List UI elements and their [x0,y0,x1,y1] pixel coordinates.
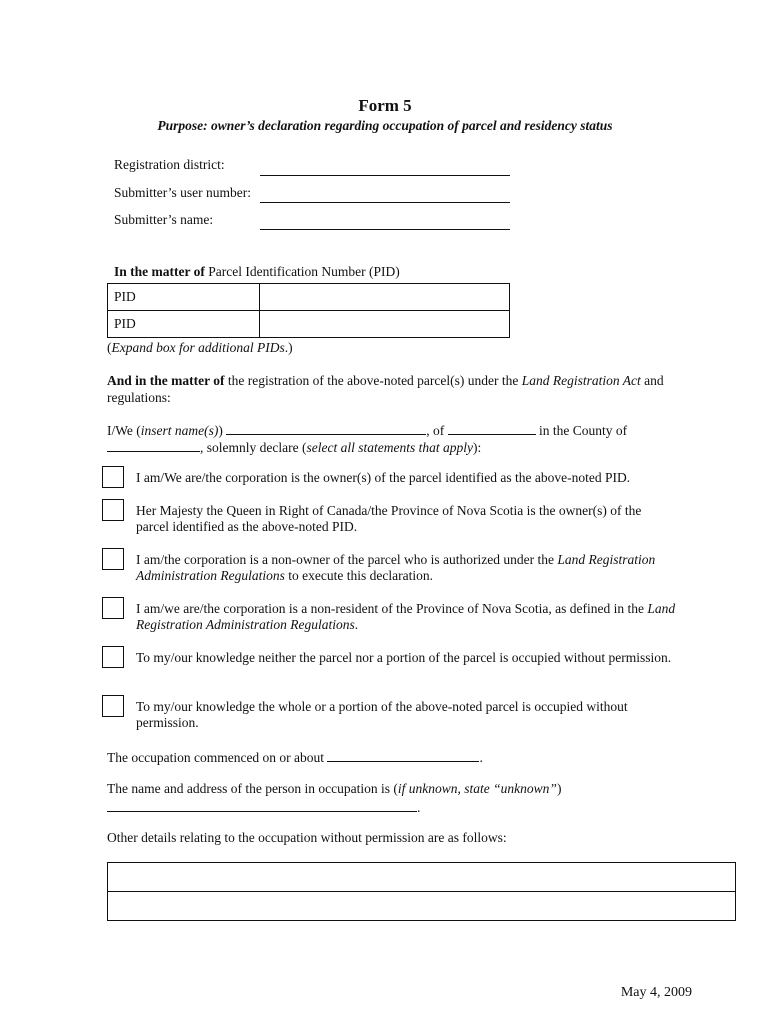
occupation-commenced: The occupation commenced on or about . [107,750,483,765]
submitter-user-number-label: Submitter’s user number: [114,185,251,200]
pid-heading-bold: In the matter of [114,264,205,279]
occupation-commenced-text: The occupation commenced on or about [107,750,325,765]
statement-non-resident-text-b: . [354,617,359,632]
statement-non-owner-text-a: I am/the corporation is a non-owner of the parcel who is authorized under the [136,552,558,567]
occupant-name-address [107,781,561,797]
occupant-line: . [107,798,420,816]
other-details-cell[interactable] [108,863,736,892]
select-all-text: select all statements that apply [306,440,473,455]
table-row [108,311,510,338]
other-details-cell[interactable] [108,892,736,921]
table-row [108,892,736,921]
declaration-line-1 [107,421,687,439]
statement-not-occupied-checkbox[interactable] [102,646,124,668]
pid-table [107,283,510,338]
statement-non-owner-checkbox[interactable] [102,548,124,570]
land-registration-act: Land Registration Act [521,373,641,388]
statement-non-resident-text-a: I am/we are/the corporation is a non-resident of the Province of Nova Scotia, as defined in the [136,601,648,616]
registration-district-field[interactable] [260,175,510,176]
names-field[interactable] [226,421,426,435]
pid-note [107,340,293,356]
form-title: Form 5 [358,96,412,115]
pid-heading [114,264,400,280]
statement-occupied-checkbox[interactable] [102,695,124,717]
registration-district-label: Registration district: [114,157,225,172]
registration-bold: And in the matter of [107,373,225,388]
submitter-name-field[interactable] [260,229,510,230]
occupant-text-a: The name and address of the person in occupation is ( [107,781,398,796]
statement-occupied-text: To my/our knowledge the whole or a portion of the above-noted parcel is occupied without permission. [136,699,628,730]
statement-owner-text: I am/We are/the corporation is the owner(s) of the parcel identified as the above-noted PID. [136,470,631,485]
declare-end: ): [472,440,482,455]
statement-non-resident-checkbox[interactable] [102,597,124,619]
insert-names-text: insert name(s) [140,423,219,438]
table-row [108,863,736,892]
occupant-field[interactable] [107,798,417,812]
registration-text-a: the registration of the above-noted parcel(s) under the [224,373,522,388]
statement-non-resident-italic: Land Registration Administration Regulations [136,601,676,632]
pid-value-cell[interactable] [260,311,510,338]
pid-value-cell[interactable] [260,284,510,311]
other-details-label: Other details relating to the occupation without permission are as follows: [107,830,507,845]
pid-heading-text: Parcel Identification Number (PID) [204,264,400,279]
statement-not-occupied-text: To my/our knowledge neither the parcel nor a portion of the parcel is occupied without permission. [136,650,672,665]
statement-non-owner-text-b: to execute this declaration. [284,568,433,583]
declaration-line-2 [107,438,481,456]
occupant-italic: if unknown, state “unknown” [397,781,557,796]
pid-note-italic: Expand box for additional PIDs [111,340,285,355]
solemnly-text: , solemnly declare ( [200,440,307,455]
submitter-name-label: Submitter’s name: [114,212,214,227]
statement-non-resident-text [136,601,676,633]
county-text: in the County of [539,423,628,438]
statement-owner-checkbox[interactable] [102,466,124,488]
statement-crown-text: Her Majesty the Queen in Right of Canada/the Province of Nova Scotia is the owner(s) of the parcel identified as the above-noted PID. [136,503,642,534]
place-field[interactable] [448,421,536,435]
table-row [108,284,510,311]
pid-label-cell: PID [108,311,260,338]
submitter-user-number-field[interactable] [260,202,510,203]
occupation-date-field[interactable] [327,748,479,762]
statement-non-owner-text [136,552,676,584]
registration-paragraph [107,372,677,406]
close-paren: ) [218,423,223,438]
statement-crown-checkbox[interactable] [102,499,124,521]
occupant-text-b: ) [556,781,562,796]
of-text: , of [426,423,445,438]
county-field[interactable] [107,438,200,452]
statement-non-owner-italic: Land Registration Administration Regulations [136,552,656,583]
registration-text-b: and regulations: [107,373,664,405]
iwe-text: I/We ( [107,423,141,438]
other-details-table [107,862,736,921]
form-date: May 4, 2009 [620,985,692,1000]
form-purpose: Purpose: owner’s declaration regarding occupation of parcel and residency status [157,118,613,133]
pid-note-close: .) [284,340,293,355]
pid-label-cell: PID [108,284,260,311]
pid-note-open: ( [107,340,112,355]
